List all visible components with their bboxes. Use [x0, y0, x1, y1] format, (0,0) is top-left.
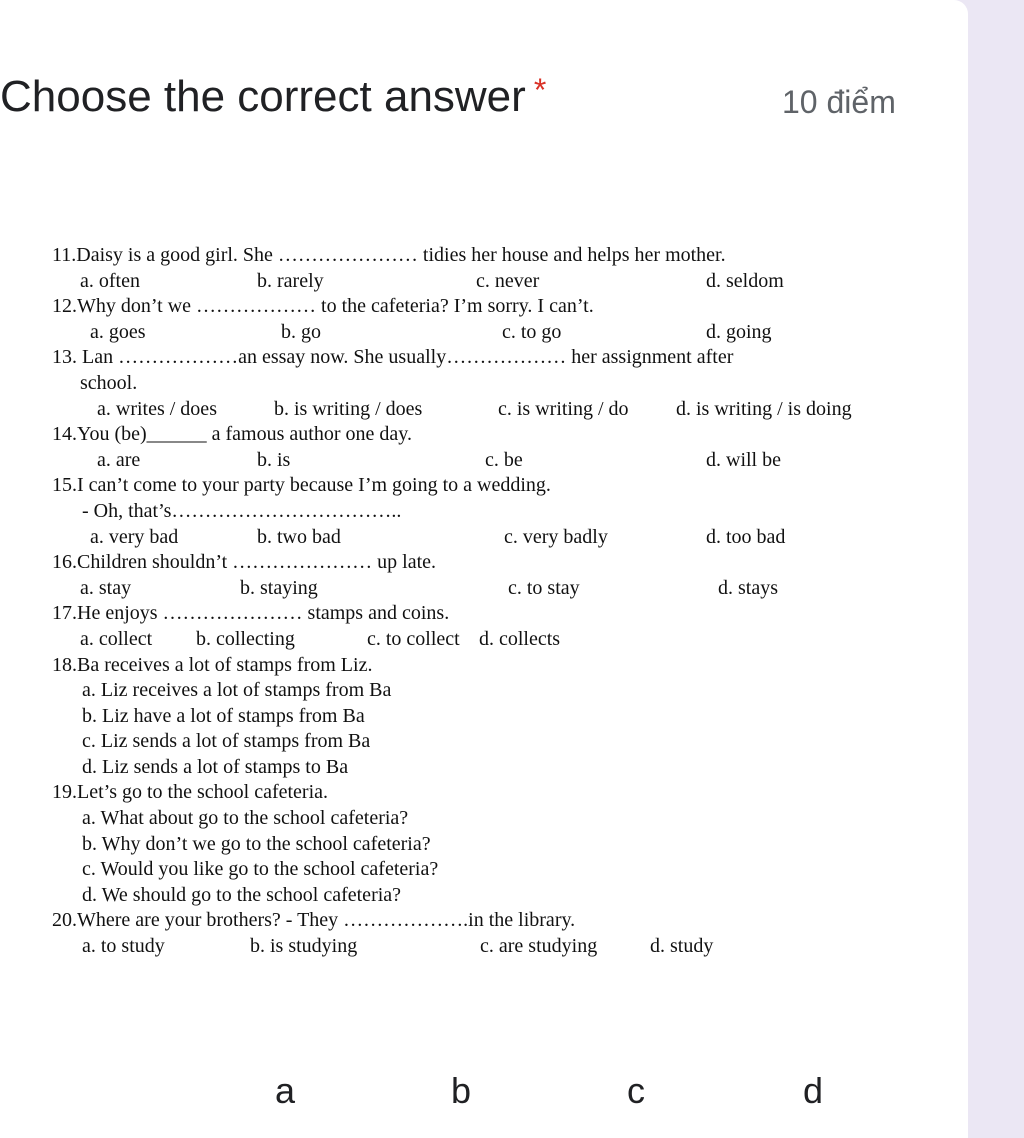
q14-option-b: b. is [257, 448, 291, 471]
q16-option-a: a. stay [80, 576, 132, 599]
required-asterisk: * [533, 72, 547, 108]
q11-option-a: a. often [80, 269, 140, 292]
q16-options [52, 576, 912, 602]
q19-option-d: d. We should go to the school cafeteria? [82, 883, 402, 906]
q13-option-c: c. is writing / do [498, 397, 629, 420]
q17-option-a: a. collect [80, 627, 153, 650]
q17-options [52, 627, 912, 653]
q15-option-d: d. too bad [706, 525, 786, 548]
choice-a[interactable]: a [275, 1070, 296, 1111]
q11-option-d: d. seldom [706, 269, 784, 292]
question-title-text: Choose the correct answer [0, 72, 526, 121]
q13-option-a: a. writes / does [97, 397, 217, 420]
points-label: 10 điểm [782, 84, 896, 120]
q11-options [52, 269, 912, 295]
q12-option-c: c. to go [502, 320, 562, 343]
q13-options [52, 397, 912, 423]
answer-choices [0, 1070, 968, 1120]
q19-option-c: c. Would you like go to the school cafeteria? [82, 858, 439, 881]
q20-stem: 20.Where are your brothers? - They ……………….in the library. [52, 909, 576, 932]
q18-option-a: a. Liz receives a lot of stamps from Ba [82, 679, 392, 702]
q20-option-a: a. to study [82, 935, 165, 958]
q16-option-c: c. to stay [508, 576, 580, 599]
q13-option-d: d. is writing / is doing [676, 397, 852, 420]
q13-stem-cont: school. [80, 371, 138, 394]
q17-option-b: b. collecting [196, 627, 295, 650]
q15-reply: - Oh, that’s…………………………….. [82, 499, 402, 522]
q14-option-c: c. be [485, 448, 523, 471]
q16-stem: 16.Children shouldn’t ………………… up late. [52, 551, 437, 574]
q20-option-b: b. is studying [250, 935, 358, 958]
q15-stem: 15.I can’t come to your party because I’m going to a wedding. [52, 474, 551, 497]
q18-option-b: b. Liz have a lot of stamps from Ba [82, 704, 365, 727]
q11-option-c: c. never [476, 269, 540, 292]
q15-options [52, 525, 912, 551]
q18-option-c: c. Liz sends a lot of stamps from Ba [82, 730, 371, 753]
q17-option-c: c. to collect [367, 627, 460, 650]
q14-options [52, 448, 912, 474]
choice-c[interactable]: c [627, 1070, 645, 1111]
q14-option-d: d. will be [706, 448, 781, 471]
q16-option-d: d. stays [718, 576, 778, 599]
q19-option-b: b. Why don’t we go to the school cafeteria? [82, 832, 431, 855]
q20-option-c: c. are studying [480, 935, 598, 958]
q17-option-d: d. collects [479, 627, 561, 650]
q12-options [52, 320, 912, 346]
choice-d[interactable]: d [803, 1070, 824, 1111]
q15-option-b: b. two bad [257, 525, 341, 548]
q13-stem: 13. Lan ………………an essay now. She usually……………… her assignment after [52, 346, 734, 369]
q19-stem: 19.Let’s go to the school cafeteria. [52, 781, 329, 804]
q19-option-a: a. What about go to the school cafeteria? [82, 807, 409, 830]
q17-stem: 17.He enjoys ………………… stamps and coins. [52, 602, 450, 625]
q20-option-d: d. study [650, 935, 714, 958]
q11-option-b: b. rarely [257, 269, 324, 292]
q16-option-b: b. staying [240, 576, 318, 599]
q14-stem: 14.You (be)______ a famous author one day. [52, 423, 412, 446]
worksheet-image [52, 243, 912, 960]
q14-option-a: a. are [97, 448, 141, 471]
q12-option-b: b. go [281, 320, 321, 343]
q13-option-b: b. is writing / does [274, 397, 423, 420]
q20-options [52, 934, 912, 960]
q18-option-d: d. Liz sends a lot of stamps to Ba [82, 755, 349, 778]
q15-option-a: a. very bad [90, 525, 179, 548]
q11-stem: 11.Daisy is a good girl. She ………………… tidies her house and helps her mother. [52, 244, 726, 266]
q12-option-a: a. goes [90, 320, 146, 343]
q12-stem: 12.Why don’t we ……………… to the cafeteria? I’m sorry. I can’t. [52, 295, 594, 318]
q15-option-c: c. very badly [504, 525, 608, 548]
choice-b[interactable]: b [451, 1070, 472, 1111]
q12-option-d: d. going [706, 320, 772, 343]
q18-stem: 18.Ba receives a lot of stamps from Liz. [52, 653, 373, 676]
question-title [0, 72, 546, 122]
